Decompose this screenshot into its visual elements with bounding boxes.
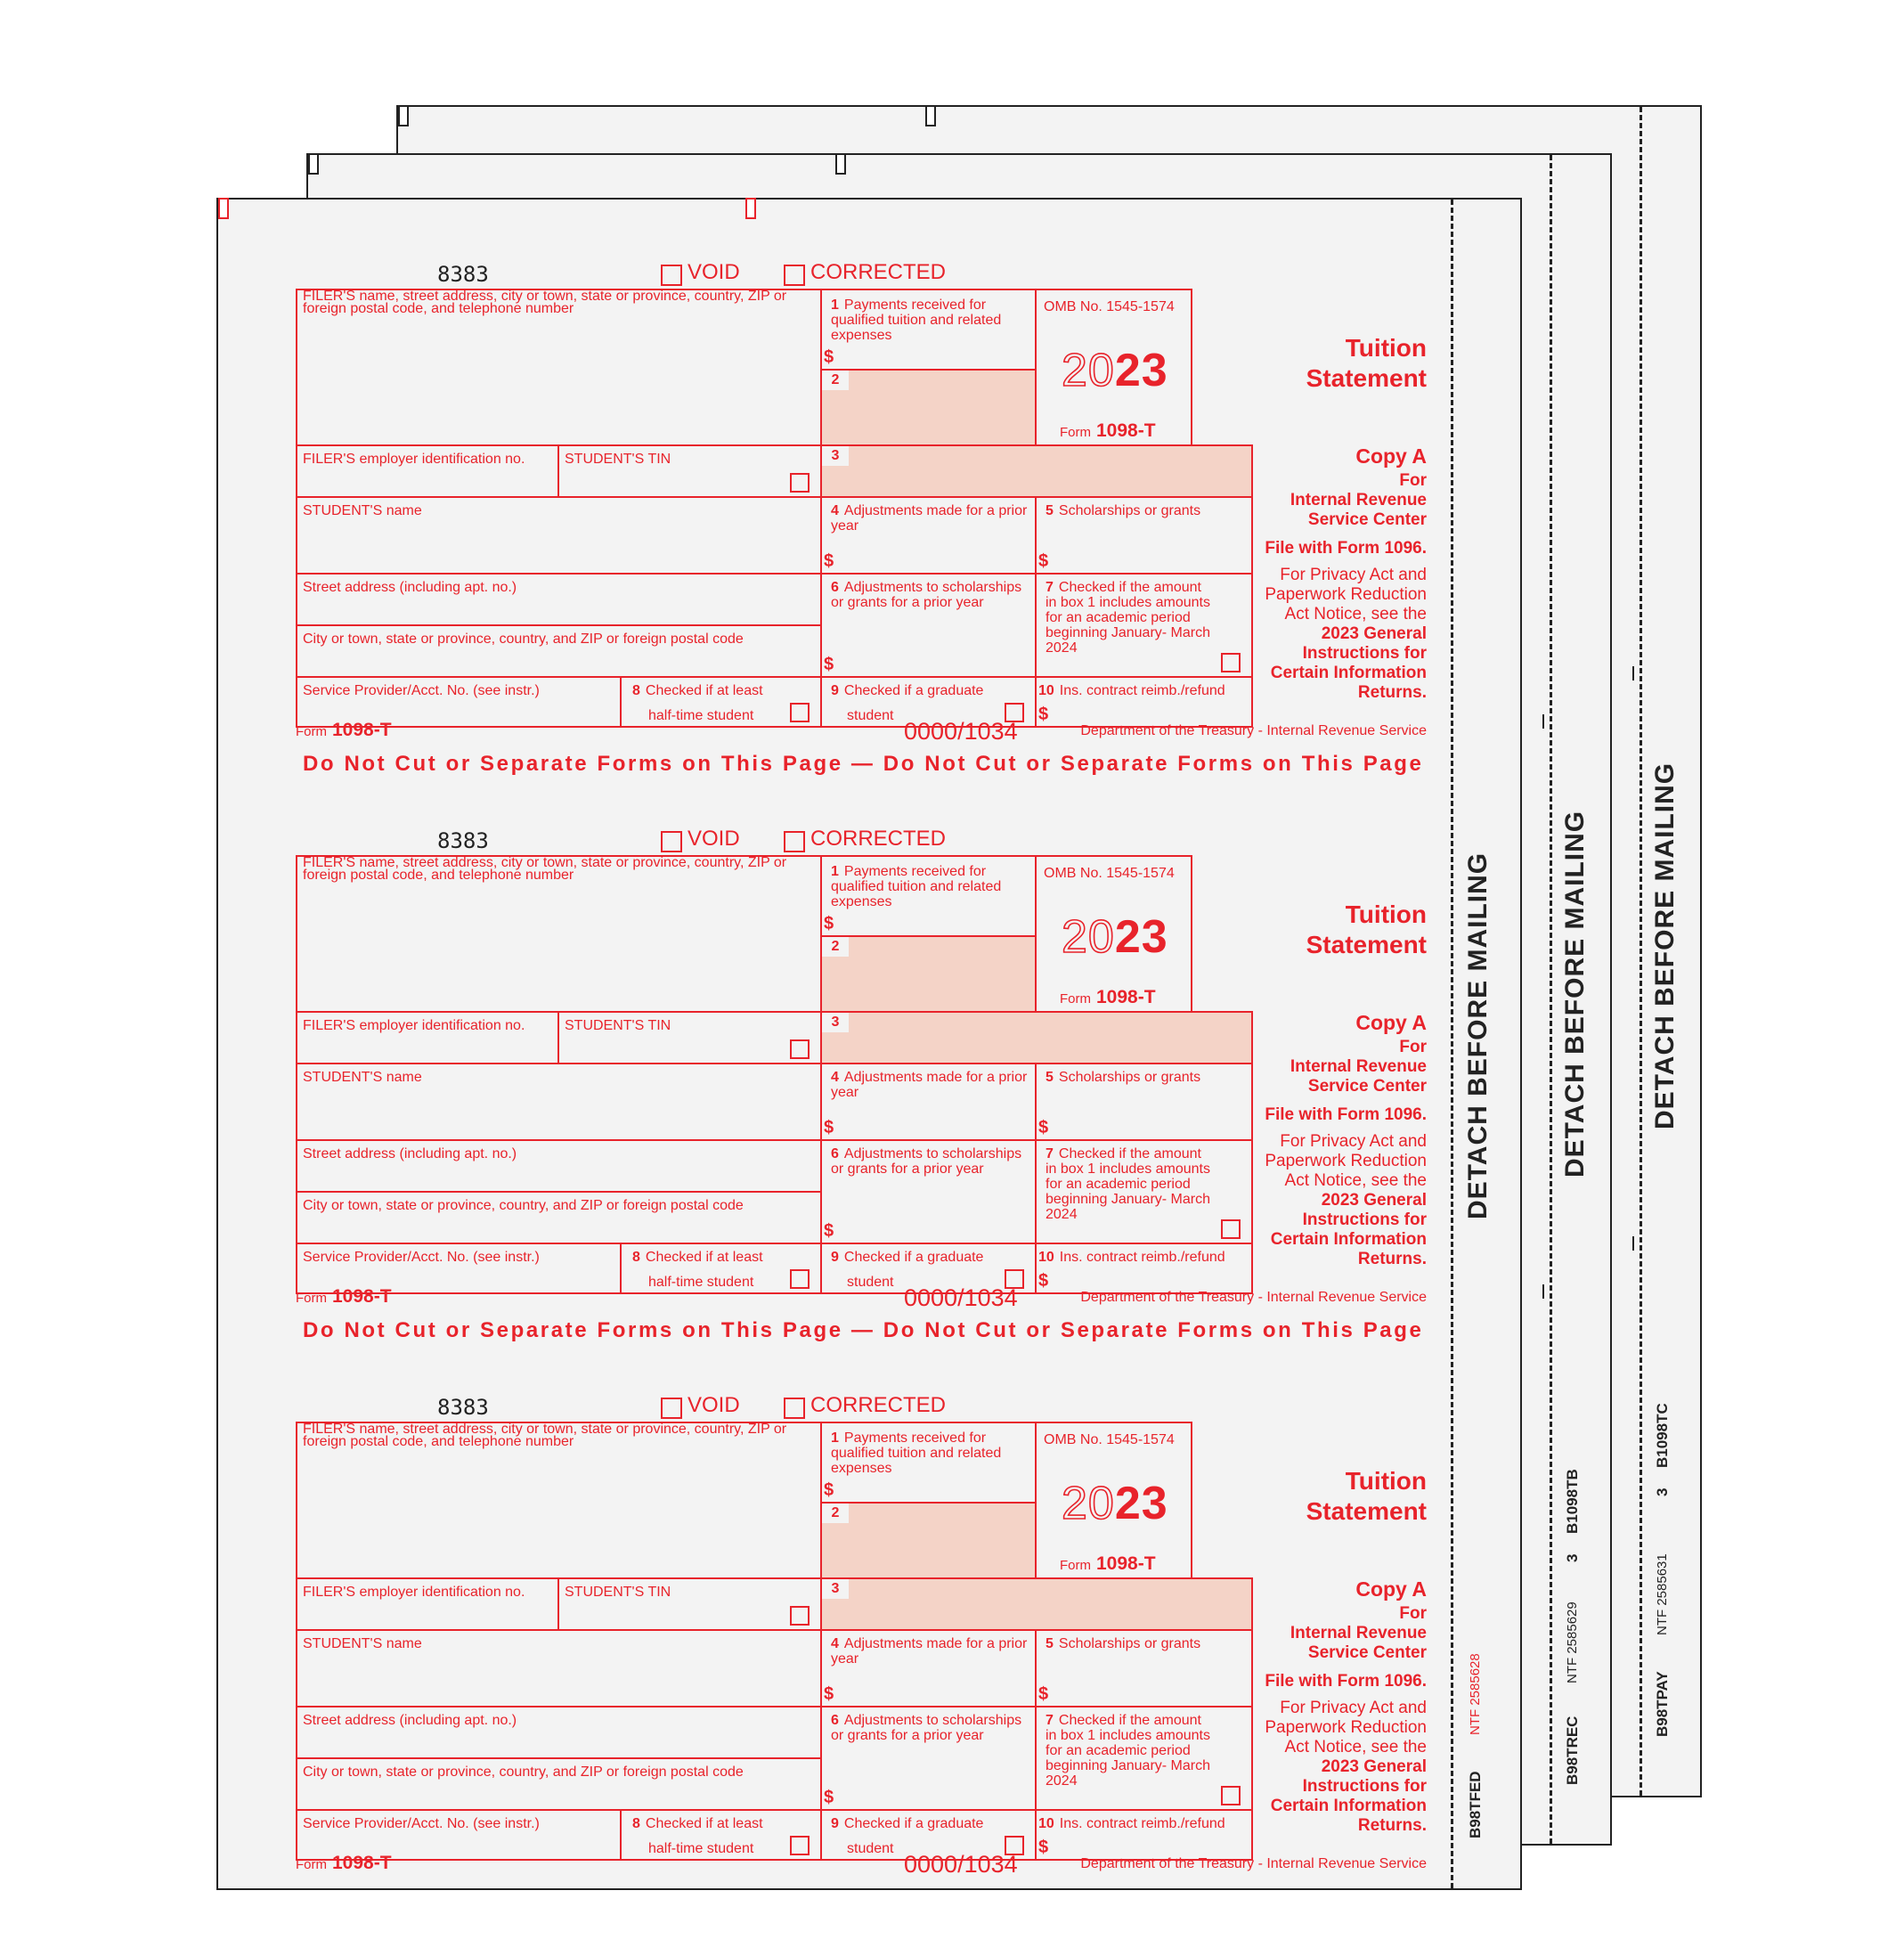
box4-field[interactable]: 4 Adjustments made for a prior year $ [820,496,1037,575]
student-name-field[interactable] [296,496,822,575]
dollar-sign: $ [824,1684,834,1704]
box10-field[interactable]: 10 Ins. contract reimb./refund $ [1035,1809,1253,1861]
void-checkbox[interactable] [661,265,682,286]
box10-field[interactable]: 10 Ins. contract reimb./refund $ [1035,676,1253,728]
corrected-label: CORRECTED [810,827,947,851]
footer-form-name: Form 1098-T [296,1853,392,1873]
void-label: VOID [688,260,740,284]
service-provider-label: Service Provider/Acct. No. (see instr.) [303,1250,540,1265]
perforation-line [1550,155,1552,1844]
box2-number: 2 [822,371,849,390]
box3-number: 3 [822,1579,849,1599]
box8-label-line2: half-time student [648,1275,754,1290]
student-name-field[interactable] [296,1063,822,1141]
street-address-field[interactable] [296,573,822,626]
filer-ein-field[interactable] [296,444,559,498]
student-tin-field[interactable] [557,1011,822,1064]
dollar-sign: $ [1038,1684,1049,1704]
department-text: Department of the Treasury - Internal Revenue Service [1080,723,1427,738]
box8-label: Checked if at least [645,1816,763,1831]
form-code-number: 8383 [437,828,489,853]
box7-checkbox[interactable] [1221,1219,1241,1239]
perforation-line [1640,107,1642,1796]
corrected-checkbox[interactable] [784,831,805,852]
street-address-field[interactable] [296,1706,822,1759]
form-copy [296,819,1427,1390]
form-name: Form 1098-T [1060,420,1156,441]
street-address-field[interactable] [296,1139,822,1193]
footer-form-name: Form 1098-T [296,720,392,740]
box5-field[interactable]: 5 Scholarships or grants $ [1035,1063,1253,1141]
corrected-label: CORRECTED [810,260,947,284]
box9-field[interactable]: 9 Checked if a graduate student [820,1809,1037,1861]
box9-label-line2: student [847,708,894,723]
box9-label: Checked if a graduate [843,1250,984,1265]
dollar-sign: $ [824,551,834,571]
box4-label: Adjustments made for a prior year [831,1070,1028,1100]
registration-mark [308,153,319,175]
sheet-part: 3 [1654,1487,1671,1496]
tick-mark [1632,1236,1634,1251]
void-checkbox[interactable] [661,1398,682,1419]
box7-checkbox[interactable] [1221,653,1241,672]
box8-field[interactable]: 8 Checked if at least half-time student [620,1243,822,1294]
sheet-part: 3 [1564,1553,1581,1562]
sheet-code: B98TREC [1564,1716,1581,1785]
box10-label: Ins. contract reimb./refund [1059,1816,1225,1831]
box7-label: Checked if the amount in box 1 includes amounts for an academic period beginning January- March 2024 [1046,1146,1210,1222]
box1-label: Payments received for qualified tuition and related expenses [831,864,1002,909]
box3-number: 3 [822,1013,849,1032]
footer-number: 0000/1034 [904,718,1018,745]
service-provider-label: Service Provider/Acct. No. (see instr.) [303,1816,540,1831]
box8-label-line2: half-time student [648,1841,754,1856]
tin-checkbox[interactable] [790,1606,810,1626]
tin-checkbox[interactable] [790,1039,810,1059]
copy-a-block: Copy A For Internal Revenue Service Center File with Form 1096. For Privacy Act and Paperwork Reduction Act Notice, see the 2023 General Instructions for Certain Information Returns. [1265,1577,1427,1835]
footer-form-name: Form 1098-T [296,1286,392,1307]
box2-number: 2 [822,937,849,957]
box4-label: Adjustments made for a prior year [831,1636,1028,1667]
filer-ein-field[interactable] [296,1011,559,1064]
student-tin-label: STUDENT'S TIN [565,452,671,467]
student-name-label: STUDENT'S name [303,503,422,518]
box6-field[interactable]: 6 Adjustments to scholarships or grants for a prior year $ [820,1139,1037,1244]
box5-field[interactable]: 5 Scholarships or grants $ [1035,496,1253,575]
corrected-checkbox[interactable] [784,1398,805,1419]
form-title: Tuition Statement [1306,901,1427,958]
box8-label: Checked if at least [645,1250,763,1265]
box7-field[interactable]: 7 Checked if the amount in box 1 includes amounts for an academic period beginning January- March 2024 [1035,1706,1253,1811]
street-address-label: Street address (including apt. no.) [303,1146,517,1161]
tick-mark [1542,1284,1544,1299]
street-address-label: Street address (including apt. no.) [303,580,517,595]
dollar-sign: $ [824,1480,834,1500]
void-checkbox[interactable] [661,831,682,852]
sheet-ntf: NTF 2585629 [1565,1601,1580,1683]
box5-label: Scholarships or grants [1058,1070,1201,1085]
corrected-checkbox[interactable] [784,265,805,286]
box7-field[interactable]: 7 Checked if the amount in box 1 includes amounts for an academic period beginning January- March 2024 [1035,573,1253,678]
sheet-ntf: NTF 2585628 [1468,1653,1483,1735]
copy-a-heading: Copy A [1355,1011,1427,1034]
box5-label: Scholarships or grants [1058,1636,1201,1651]
box8-field[interactable]: 8 Checked if at least half-time student [620,676,822,728]
void-label: VOID [688,827,740,851]
box6-label: Adjustments to scholarships or grants for a prior year [831,580,1022,610]
copy-a-block: Copy A For Internal Revenue Service Center File with Form 1096. For Privacy Act and Paperwork Reduction Act Notice, see the 2023 General Instructions for Certain Information Returns. [1265,444,1427,702]
box7-label: Checked if the amount in box 1 includes amounts for an academic period beginning January- March 2024 [1046,580,1210,656]
tax-year: 2023 [1062,1478,1168,1529]
box7-label: Checked if the amount in box 1 includes amounts for an academic period beginning January- March 2024 [1046,1713,1210,1789]
city-label: City or town, state or province, country, and ZIP or foreign postal code [303,1198,744,1213]
footer-number: 0000/1034 [904,1284,1018,1311]
detach-text: DETACH BEFORE MAILING [1463,852,1493,1219]
omb-year-block [1035,855,1192,1013]
corrected-label: CORRECTED [810,1393,947,1417]
box1-label: Payments received for qualified tuition and related expenses [831,297,1002,343]
box8-label-line2: half-time student [648,708,754,723]
box10-label: Ins. contract reimb./refund [1059,1250,1225,1265]
box9-field[interactable]: 9 Checked if a graduate student [820,1243,1037,1294]
service-provider-label: Service Provider/Acct. No. (see instr.) [303,683,540,698]
filer-ein-label: FILER'S employer identification no. [303,452,525,467]
sheet-code: B98TPAY [1654,1671,1671,1737]
box8-label: Checked if at least [645,683,763,698]
box6-label: Adjustments to scholarships or grants for a prior year [831,1713,1022,1743]
dollar-sign: $ [1038,1271,1049,1291]
dollar-sign: $ [824,1118,834,1137]
box2-number: 2 [822,1504,849,1523]
department-text: Department of the Treasury - Internal Revenue Service [1080,1856,1427,1871]
tick-mark [1632,666,1634,681]
box2-field[interactable] [820,1502,1037,1579]
form-name: Form 1098-T [1060,1553,1156,1574]
box7-checkbox[interactable] [1221,1786,1241,1805]
box9-label-line2: student [847,1841,894,1856]
dollar-sign: $ [824,655,834,674]
filer-name-label: FILER'S name, street address, city or town, state or province, country, ZIP or foreign postal code, and telephone number [303,289,787,316]
registration-mark [398,105,409,126]
box9-field[interactable]: 9 Checked if a graduate student [820,676,1037,728]
filer-name-label: FILER'S name, street address, city or town, state or province, country, ZIP or foreign postal code, and telephone number [303,1422,787,1449]
box3-field[interactable] [820,444,1253,498]
box2-field[interactable] [820,369,1037,446]
dollar-sign: $ [824,1221,834,1241]
dollar-sign: $ [1038,1118,1049,1137]
sheet-product: B1098TC [1654,1403,1671,1468]
omb-year-block [1035,1422,1192,1579]
tin-checkbox[interactable] [790,473,810,493]
box4-field[interactable]: 4 Adjustments made for a prior year $ [820,1629,1037,1707]
box1-field[interactable]: 1 Payments received for qualified tuition and related expenses $ [820,1422,1037,1504]
box1-field[interactable]: 1 Payments received for qualified tuition and related expenses $ [820,289,1037,371]
form-code-number: 8383 [437,1395,489,1420]
filer-name-field[interactable] [296,855,822,1013]
student-name-field[interactable] [296,1629,822,1707]
city-label: City or town, state or province, country, and ZIP or foreign postal code [303,632,744,647]
tick-mark [1542,714,1544,729]
box6-label: Adjustments to scholarships or grants for a prior year [831,1146,1022,1177]
box5-label: Scholarships or grants [1058,503,1201,518]
sheet-ntf: NTF 2585631 [1655,1553,1670,1635]
filer-ein-label: FILER'S employer identification no. [303,1018,525,1033]
dollar-sign: $ [1038,1838,1049,1857]
sheet-code: B98TFED [1467,1771,1484,1838]
box3-field[interactable] [820,1011,1253,1064]
filer-name-field[interactable] [296,1422,822,1579]
registration-mark [925,105,936,126]
front-sheet [216,198,1522,1890]
dollar-sign: $ [1038,551,1049,571]
dollar-sign: $ [824,347,834,367]
box10-field[interactable]: 10 Ins. contract reimb./refund $ [1035,1243,1253,1294]
box3-field[interactable] [820,1577,1253,1631]
registration-mark [745,198,756,219]
student-tin-field[interactable] [557,444,822,498]
omb-year-block [1035,289,1192,446]
box6-field[interactable]: 6 Adjustments to scholarships or grants for a prior year $ [820,1706,1037,1811]
box9-label-line2: student [847,1275,894,1290]
dollar-sign: $ [824,914,834,933]
box1-field[interactable]: 1 Payments received for qualified tuition and related expenses $ [820,855,1037,937]
city-field[interactable] [296,1191,822,1244]
box9-label: Checked if a graduate [843,683,984,698]
student-tin-field[interactable] [557,1577,822,1631]
registration-mark [835,153,846,175]
box5-field[interactable]: 5 Scholarships or grants $ [1035,1629,1253,1707]
box8-field[interactable]: 8 Checked if at least half-time student [620,1809,822,1861]
detach-text: DETACH BEFORE MAILING [1650,762,1680,1129]
box10-label: Ins. contract reimb./refund [1059,683,1225,698]
copy-a-block: Copy A For Internal Revenue Service Center File with Form 1096. For Privacy Act and Paperwork Reduction Act Notice, see the 2023 General Instructions for Certain Information Returns. [1265,1011,1427,1268]
sheet-product: B1098TB [1564,1469,1581,1534]
void-label: VOID [688,1393,740,1417]
copy-a-heading: Copy A [1355,1577,1427,1601]
footer-number: 0000/1034 [904,1851,1018,1878]
box4-label: Adjustments made for a prior year [831,503,1028,534]
dollar-sign: $ [824,1788,834,1807]
form-title: Tuition Statement [1306,1467,1427,1525]
student-name-label: STUDENT'S name [303,1070,422,1085]
city-label: City or town, state or province, country, and ZIP or foreign postal code [303,1764,744,1780]
omb-number: OMB No. 1545-1574 [1044,299,1175,314]
form-name: Form 1098-T [1060,987,1156,1007]
registration-mark [218,198,229,219]
filer-name-label: FILER'S name, street address, city or town, state or province, country, ZIP or foreign postal code, and telephone number [303,855,787,883]
do-not-cut-warning: Do Not Cut or Separate Forms on This Page — Do Not Cut or Separate Forms on This Page [303,752,1424,776]
form-code-number: 8383 [437,262,489,287]
box4-field[interactable]: 4 Adjustments made for a prior year $ [820,1063,1037,1141]
box3-number: 3 [822,446,849,466]
city-field[interactable] [296,624,822,678]
tax-year: 2023 [1062,345,1168,396]
filer-name-field[interactable] [296,289,822,446]
filer-ein-field[interactable] [296,1577,559,1631]
filer-ein-label: FILER'S employer identification no. [303,1585,525,1600]
box7-field[interactable]: 7 Checked if the amount in box 1 includes amounts for an academic period beginning January- March 2024 [1035,1139,1253,1244]
box9-label: Checked if a graduate [843,1816,984,1831]
form-copy [296,253,1427,823]
box2-field[interactable] [820,935,1037,1013]
do-not-cut-warning: Do Not Cut or Separate Forms on This Page — Do Not Cut or Separate Forms on This Page [303,1318,1424,1342]
form-copy [296,1386,1427,1956]
omb-number: OMB No. 1545-1574 [1044,866,1175,881]
tax-year: 2023 [1062,911,1168,963]
student-tin-label: STUDENT'S TIN [565,1018,671,1033]
dollar-sign: $ [1038,705,1049,724]
detach-text: DETACH BEFORE MAILING [1560,810,1590,1178]
student-tin-label: STUDENT'S TIN [565,1585,671,1600]
box6-field[interactable]: 6 Adjustments to scholarships or grants for a prior year $ [820,573,1037,678]
box1-label: Payments received for qualified tuition and related expenses [831,1430,1002,1476]
student-name-label: STUDENT'S name [303,1636,422,1651]
city-field[interactable] [296,1757,822,1811]
omb-number: OMB No. 1545-1574 [1044,1432,1175,1447]
street-address-label: Street address (including apt. no.) [303,1713,517,1728]
copy-a-heading: Copy A [1355,444,1427,468]
perforation-line [1451,200,1453,1888]
form-title: Tuition Statement [1306,334,1427,392]
department-text: Department of the Treasury - Internal Revenue Service [1080,1290,1427,1305]
